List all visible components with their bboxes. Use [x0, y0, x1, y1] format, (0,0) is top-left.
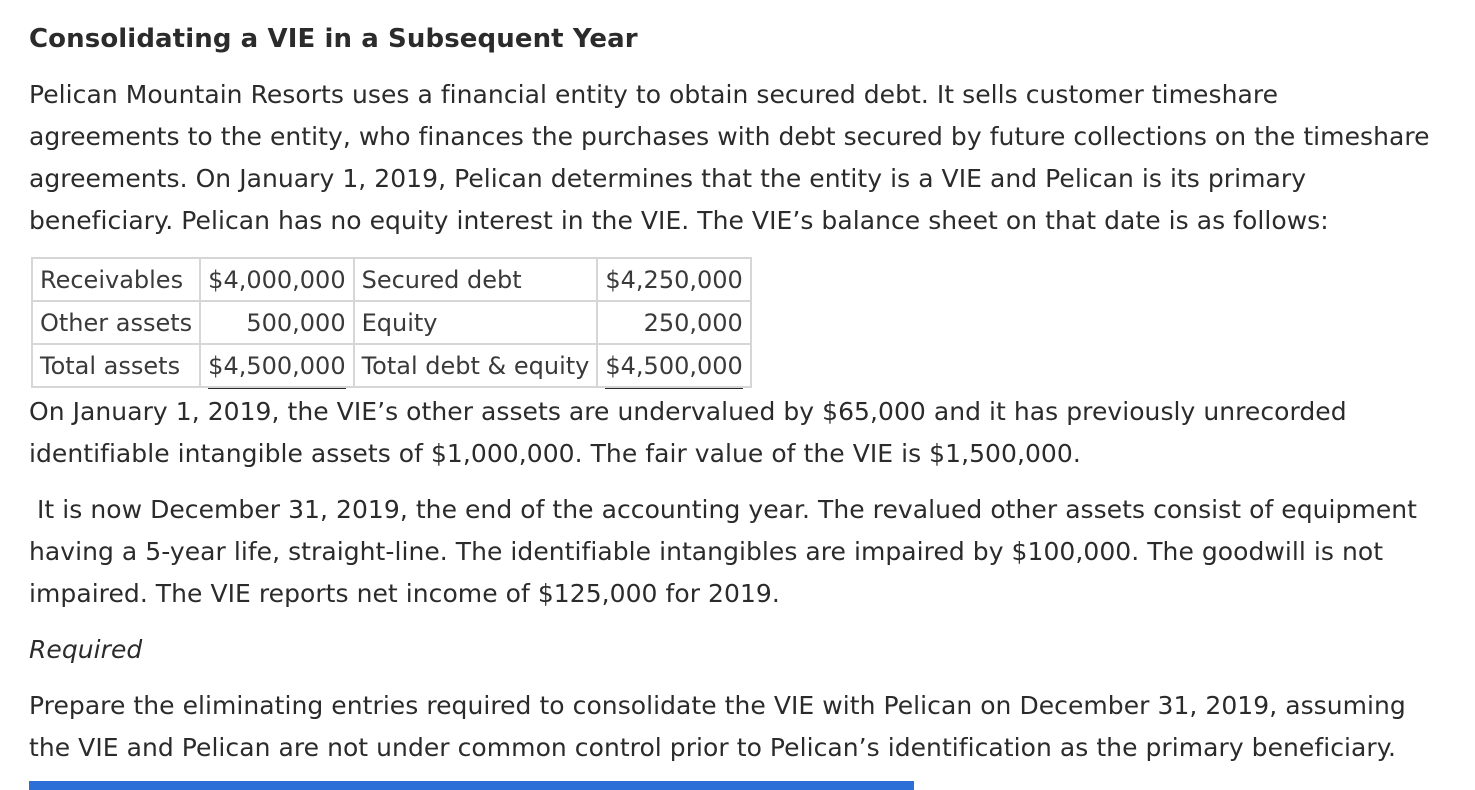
- table-cell: $4,000,000: [200, 258, 353, 301]
- problem-title: Consolidating a VIE in a Subsequent Year: [29, 24, 638, 54]
- text-line: impaired. The VIE reports net income of $125,000 for 2019.: [29, 579, 780, 608]
- text-line: Prepare the eliminating entries required to consolidate the VIE with Pelican on December 31, 2019, assuming: [29, 691, 1406, 720]
- table-cell: [200, 344, 353, 387]
- text-line: the VIE and Pelican are not under common control prior to Pelican’s identification as the primary beneficiary.: [29, 733, 1396, 762]
- valuation-paragraph: [29, 391, 1449, 475]
- text-line: It is now December 31, 2019, the end of the accounting year. The revalued other assets consist of equipment: [29, 495, 1418, 524]
- balance-sheet-table: [31, 257, 752, 388]
- intro-paragraph: [29, 74, 1469, 242]
- text-line: beneficiary. Pelican has no equity interest in the VIE. The VIE’s balance sheet on that date is as follows:: [29, 206, 1329, 235]
- text-line: identifiable intangible assets of $1,000,000. The fair value of the VIE is $1,500,000.: [29, 439, 1081, 468]
- table-cell: Secured debt: [354, 258, 598, 301]
- table-row: [32, 301, 751, 344]
- total-value: $4,500,000: [605, 351, 742, 389]
- required-paragraph: [29, 685, 1449, 769]
- text-line: On January 1, 2019, the VIE’s other assets are undervalued by $65,000 and it has previously unrecorded: [29, 397, 1347, 426]
- text-line: agreements. On January 1, 2019, Pelican determines that the entity is a VIE and Pelican is its primary: [29, 164, 1307, 193]
- table-cell: Equity: [354, 301, 598, 344]
- text-line: Pelican Mountain Resorts uses a financial entity to obtain secured debt. It sells customer timeshare: [29, 80, 1279, 109]
- table-row: [32, 258, 751, 301]
- progress-bar: [29, 781, 914, 790]
- table-cell: 250,000: [597, 301, 750, 344]
- year-end-paragraph: [29, 489, 1459, 615]
- table-row-total: [32, 344, 751, 387]
- required-heading: Required: [29, 635, 143, 664]
- total-value: $4,500,000: [208, 351, 345, 389]
- text-line: agreements to the entity, who finances the purchases with debt secured by future collections on the timeshare: [29, 122, 1430, 151]
- text-line: having a 5-year life, straight-line. The identifiable intangibles are impaired by $100,000. The goodwill is not: [29, 537, 1384, 566]
- table-cell: Total assets: [32, 344, 200, 387]
- table-cell: 500,000: [200, 301, 353, 344]
- table-cell: Other assets: [32, 301, 200, 344]
- table-cell: Total debt & equity: [354, 344, 598, 387]
- table-cell: Receivables: [32, 258, 200, 301]
- table-cell: [597, 344, 750, 387]
- table-cell: $4,250,000: [597, 258, 750, 301]
